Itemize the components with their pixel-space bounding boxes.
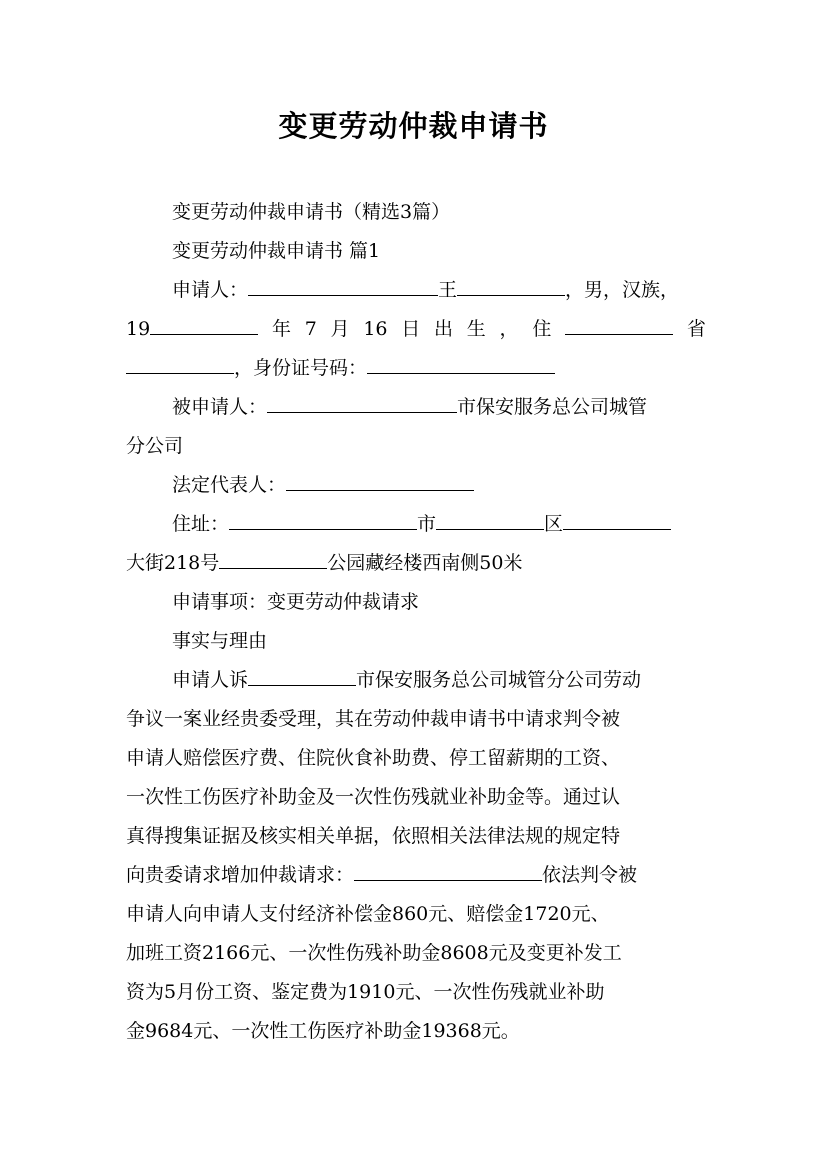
address-label: 住址： — [172, 513, 230, 535]
respondent-line-2: 分公司 — [126, 435, 184, 457]
facts-line-6 — [126, 856, 706, 895]
applicant-line — [126, 271, 706, 310]
facts-line-4: 一次性工伤医疗补助金及一次性伤残就业补助金等。通过认 — [126, 786, 621, 808]
birth-year — [126, 310, 258, 349]
address-line — [126, 505, 706, 544]
address-line-2 — [126, 544, 706, 583]
address-street-prefix: 大街218号 — [126, 552, 220, 574]
province-blank — [126, 354, 234, 374]
facts-line-2: 争议一案业经贵委受理，其在劳动仲裁申请书中请求判令被 — [126, 708, 621, 730]
address-blank-2 — [436, 510, 544, 530]
facts-blank-1 — [248, 666, 356, 686]
applicant-label: 申请人： — [172, 279, 249, 301]
facts-line-8: 加班工资2166元、一次性伤残补助金8608元及变更补发工 — [126, 942, 622, 964]
facts-line-1-rest: 市保安服务总公司城管分公司劳动 — [356, 669, 642, 691]
respondent-blank — [267, 393, 457, 413]
applicant-name-blank — [248, 276, 438, 296]
birth-word: 出 — [434, 318, 454, 340]
birth-year-blank — [150, 315, 258, 335]
facts-line-6-b: 依法判令被 — [542, 864, 638, 886]
subtitle: 变更劳动仲裁申请书（精选3篇） — [172, 201, 451, 223]
facts-line-1 — [126, 661, 706, 700]
document-body — [126, 193, 706, 1051]
facts-line-5: 真得搜集证据及核实相关单据，依照相关法律法规的规定特 — [126, 825, 621, 847]
respondent-line — [126, 388, 706, 427]
facts-line-10: 金9684元、一次性工伤医疗补助金19368元。 — [126, 1020, 520, 1042]
facts-line-7: 申请人向申请人支付经济补偿金860元、赔偿金1720元、 — [126, 903, 610, 925]
document-title: 变更劳动仲裁申请书 — [278, 109, 549, 143]
province-label: 省 — [686, 318, 706, 340]
address-city: 市 — [417, 513, 437, 535]
claim-item: 申请事项：变更劳动仲裁请求 — [172, 591, 420, 613]
birth-word: 16 — [363, 318, 388, 340]
address-street-suffix: 公园藏经楼西南侧50米 — [327, 552, 523, 574]
facts-lead: 申请人诉 — [172, 669, 249, 691]
birth-word: 年 — [271, 318, 291, 340]
applicant-birth-line — [126, 310, 706, 349]
legal-rep-line — [126, 466, 706, 505]
birth-word: 住 — [532, 318, 552, 340]
applicant-id-line — [126, 349, 706, 388]
birth-word: ， — [499, 318, 519, 340]
applicant-surname: 王 — [438, 279, 458, 301]
address-blank-1 — [229, 510, 417, 530]
birth-word: 日 — [401, 318, 421, 340]
legal-rep-label: 法定代表人： — [172, 474, 287, 496]
applicant-gender-ethnicity: ，男，汉族， — [565, 279, 680, 301]
respondent-company: 市保安服务总公司城管 — [457, 396, 648, 418]
facts-line-9: 资为5月份工资、鉴定费为1910元、一次性伤残就业补助 — [126, 981, 605, 1003]
facts-line-3: 申请人赔偿医疗费、住院伙食补助费、停工留薪期的工资、 — [126, 747, 621, 769]
birth-word: 月 — [330, 318, 350, 340]
residence-blank — [565, 315, 673, 335]
address-blank-4 — [219, 549, 327, 569]
address-blank-3 — [563, 510, 671, 530]
facts-line-6-a: 向贵委请求增加仲裁请求： — [126, 864, 355, 886]
part-heading: 变更劳动仲裁申请书 篇1 — [172, 240, 381, 262]
facts-heading: 事实与理由 — [172, 630, 268, 652]
legal-rep-blank — [286, 471, 474, 491]
facts-blank-2 — [354, 861, 542, 881]
address-district: 区 — [544, 513, 564, 535]
birth-year-prefix: 19 — [126, 318, 151, 340]
birth-word: 7 — [304, 318, 317, 340]
id-label: ，身份证号码： — [234, 357, 368, 379]
applicant-given-name-blank — [457, 276, 565, 296]
respondent-label: 被申请人： — [172, 396, 268, 418]
id-number-blank — [367, 354, 555, 374]
birth-word: 生 — [466, 318, 486, 340]
